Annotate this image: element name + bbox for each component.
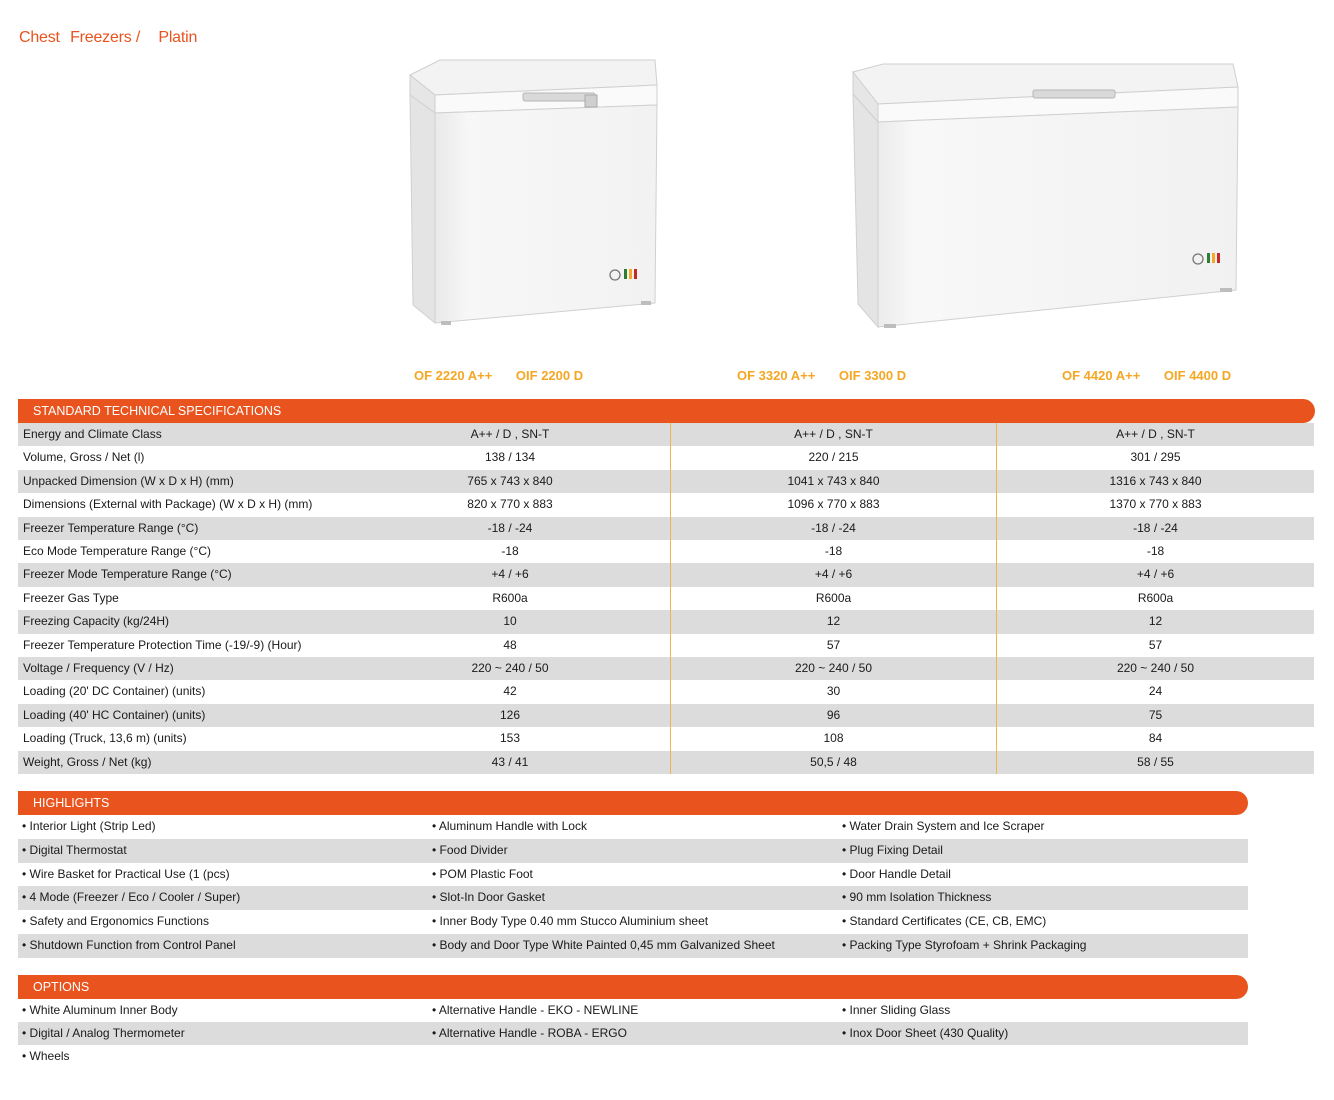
model-names-1 [414,368,583,383]
option-item: • Inox Door Sheet (430 Quality) [838,1022,1248,1045]
spec-row [18,470,1314,493]
spec-row [18,587,1314,610]
spec-value: 138 / 134 [484,450,536,465]
model-names-2 [737,368,906,383]
spec-label: Loading (40' HC Container) (units) [18,704,350,727]
option-item [428,1045,838,1068]
spec-value: 220 / 215 [671,446,997,469]
spec-value: 57 [1148,637,1163,652]
spec-row [18,680,1314,703]
spec-value: -18 / -24 [997,517,1315,540]
spec-row [18,657,1314,680]
spec-value: 75 [997,704,1315,727]
spec-value: 220 ~ 240 / 50 [997,657,1315,680]
spec-section-header: STANDARD TECHNICAL SPECIFICATIONS [18,399,1315,423]
spec-value: -18 [1146,544,1165,559]
spec-label: Loading (Truck, 13,6 m) (units) [23,731,187,746]
freezer-image-large [848,42,1268,342]
highlight-row [18,839,1248,863]
option-item: • Digital / Analog Thermometer [18,1022,428,1045]
spec-value: R600a [671,587,997,610]
spec-row [18,446,1314,469]
highlight-item: • Standard Certificates (CE, CB, EMC) [842,914,1047,929]
model-name: OF 4420 A++ [1062,368,1141,383]
spec-value: +4 / +6 [350,563,671,586]
spec-value: 84 [1148,731,1163,746]
spec-row [18,423,1314,446]
spec-label: Eco Mode Temperature Range (°C) [23,544,211,559]
spec-value: R600a [492,590,528,605]
spec-row [18,704,1314,727]
option-item: • White Aluminum Inner Body [22,1003,178,1017]
highlight-row [18,886,1248,910]
spec-label: Volume, Gross / Net (l) [23,450,145,465]
highlight-item: • Door Handle Detail [842,866,951,881]
model-name: OIF 4400 D [1163,368,1232,383]
highlight-item: • POM Plastic Foot [432,866,533,881]
highlight-item: • Wire Basket for Practical Use (1 (pcs) [22,866,230,881]
spec-value: 10 [350,610,671,633]
spec-value: 220 ~ 240 / 50 [350,657,671,680]
spec-value: 48 [503,637,517,652]
highlight-row [18,863,1248,887]
spec-label: Loading (20' DC Container) (units) [23,684,206,699]
spec-value: 1316 x 743 x 840 [997,470,1315,493]
spec-label: Unpacked Dimension (W x D x H) (mm) [18,470,350,493]
highlight-row [18,815,1248,839]
highlight-item: • Safety and Ergonomics Functions [22,914,209,929]
spec-value: 43 / 41 [350,751,671,774]
spec-label: Freezer Gas Type [23,590,119,605]
spec-value: A++ / D , SN-T [997,423,1315,446]
spec-row [18,751,1314,774]
breadcrumb-subcategory: Freezers / [70,29,141,46]
spec-value: +4 / +6 [671,563,997,586]
highlights-table [18,815,1248,958]
option-item: • Alternative Handle - EKO - NEWLINE [432,1003,639,1017]
spec-label: Freezing Capacity (kg/24H) [18,610,350,633]
spec-value: A++ / D , SN-T [350,423,671,446]
options-section-header: OPTIONS [18,975,1248,999]
model-name: OF 3320 A++ [737,368,816,383]
spec-value: 820 x 770 x 883 [467,497,553,512]
highlight-item: • Water Drain System and Ice Scraper [842,819,1045,833]
model-names-3 [1062,368,1231,383]
highlight-item: • Aluminum Handle with Lock [432,819,587,833]
highlight-item: • 90 mm Isolation Thickness [838,886,1248,910]
highlight-row [18,910,1248,934]
spec-value: 50,5 / 48 [671,751,997,774]
spec-value: A++ / D , SN-T [671,423,997,446]
model-name: OF 2220 A++ [414,368,493,383]
option-row [18,999,1248,1022]
spec-label: Energy and Climate Class [18,423,350,446]
spec-value: +4 / +6 [997,563,1315,586]
option-row [18,1022,1248,1045]
spec-value: 12 [671,610,997,633]
spec-row [18,540,1314,563]
model-name: OIF 2200 D [515,368,584,383]
spec-value: 1370 x 770 x 883 [1109,497,1202,512]
spec-value: 220 ~ 240 / 50 [671,657,997,680]
spec-value: 12 [997,610,1315,633]
spec-row [18,517,1314,540]
spec-label: Weight, Gross / Net (kg) [18,751,350,774]
highlight-item: • Packing Type Styrofoam + Shrink Packaging [838,934,1248,958]
highlight-row [18,934,1248,958]
spec-value: 57 [671,634,997,657]
spec-value: R600a [1137,590,1174,605]
options-table [18,999,1248,1069]
spec-value: 96 [671,704,997,727]
spec-value: -18 / -24 [350,517,671,540]
highlights-section-header: HIGHLIGHTS [18,791,1248,815]
spec-value: 1096 x 770 x 883 [671,493,997,516]
breadcrumb-category: Chest [19,29,60,46]
freezer-image-small [405,55,665,345]
spec-row [18,634,1314,657]
spec-label: Voltage / Frequency (V / Hz) [18,657,350,680]
spec-value: -18 / -24 [671,517,997,540]
spec-value: 30 [671,680,997,703]
option-row [18,1045,1248,1068]
model-name: OIF 3300 D [838,368,907,383]
breadcrumb-series: Platin [158,29,198,46]
spec-table [18,423,1314,774]
highlight-item: • Food Divider [428,839,838,863]
spec-label: Freezer Mode Temperature Range (°C) [18,563,350,586]
highlight-item: • Shutdown Function from Control Panel [18,934,428,958]
spec-value: 1041 x 743 x 840 [671,470,997,493]
spec-label: Freezer Temperature Protection Time (-19/-9) (Hour) [23,637,302,652]
highlight-item: • 4 Mode (Freezer / Eco / Cooler / Super) [18,886,428,910]
spec-label: Dimensions (External with Package) (W x D x H) (mm) [23,497,313,512]
breadcrumb [19,29,203,47]
highlight-item: • Digital Thermostat [18,839,428,863]
spec-row [18,563,1314,586]
spec-value: 765 x 743 x 840 [350,470,671,493]
highlight-item: • Body and Door Type White Painted 0,45 mm Galvanized Sheet [428,934,838,958]
spec-value: 42 [503,684,517,699]
spec-value: 301 / 295 [1130,450,1181,465]
option-item [838,1045,1248,1068]
spec-label: Freezer Temperature Range (°C) [18,517,350,540]
spec-row [18,610,1314,633]
highlight-item: • Slot-In Door Gasket [428,886,838,910]
spec-value: 58 / 55 [997,751,1315,774]
spec-row [18,493,1314,516]
option-item: • Inner Sliding Glass [842,1003,951,1017]
option-item: • Alternative Handle - ROBA - ERGO [428,1022,838,1045]
spec-value: 24 [1148,684,1163,699]
spec-row [18,727,1314,750]
spec-value: -18 [501,544,519,559]
spec-value: 108 [671,727,997,750]
highlight-item: • Plug Fixing Detail [838,839,1248,863]
option-item: • Wheels [22,1049,70,1064]
highlight-item: • Inner Body Type 0.40 mm Stucco Aluminium sheet [432,914,709,929]
spec-value: 153 [499,731,521,746]
spec-value: 126 [350,704,671,727]
spec-value: -18 [671,540,997,563]
highlight-item: • Interior Light (Strip Led) [22,819,156,833]
